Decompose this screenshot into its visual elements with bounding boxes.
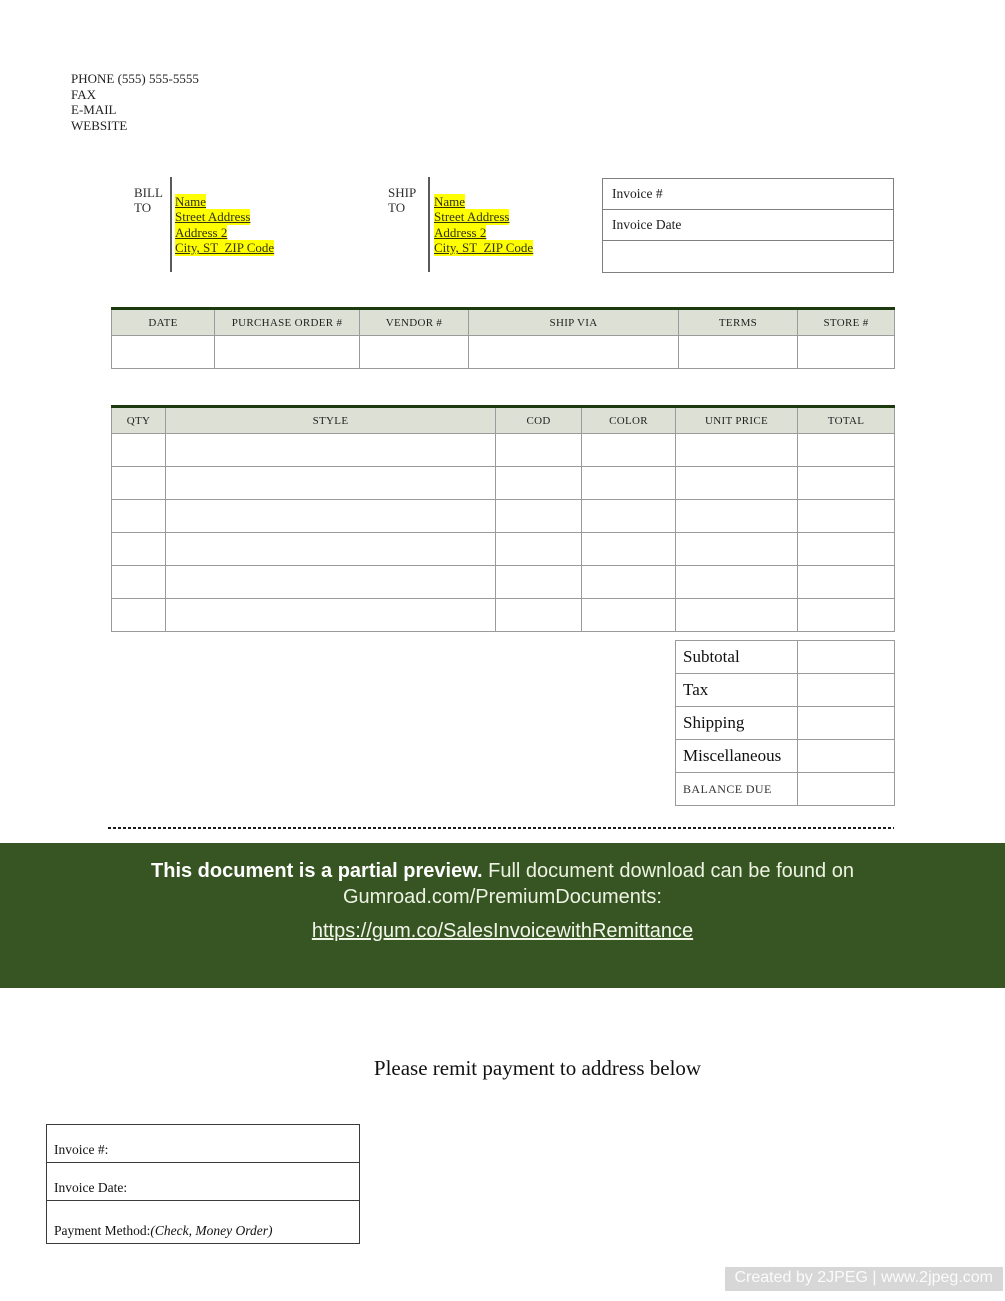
order-cell-ship-via xyxy=(469,336,679,369)
col-header-total: TOTAL xyxy=(798,407,895,434)
remit-invoice-date-row xyxy=(47,1163,359,1201)
subtotal-row xyxy=(676,641,895,674)
partial-preview-banner xyxy=(0,843,1005,988)
remit-payment-method-label: Payment Method: xyxy=(54,1223,151,1238)
website-line: WEBSITE xyxy=(71,117,128,133)
line-items-table xyxy=(111,405,895,632)
tax-label: Tax xyxy=(676,674,798,707)
remit-invoice-date-label: Invoice Date: xyxy=(54,1180,128,1195)
tax-row xyxy=(676,674,895,707)
tax-value xyxy=(798,674,895,707)
col-header-unit-price: UNIT PRICE xyxy=(676,407,798,434)
col-header-store: STORE # xyxy=(798,309,895,336)
banner-message xyxy=(78,858,928,910)
col-header-vendor: VENDOR # xyxy=(360,309,469,336)
subtotal-value xyxy=(798,641,895,674)
bill-to-name-placeholder: Name xyxy=(175,194,207,209)
phone-line: PHONE (555) 555-5555 xyxy=(71,71,199,86)
order-info-table xyxy=(111,307,895,369)
order-cell-date xyxy=(112,336,215,369)
ship-to-fields xyxy=(434,194,533,256)
line-item-row xyxy=(112,467,895,500)
totals-summary-table xyxy=(675,640,895,806)
shipping-row xyxy=(676,707,895,740)
order-info-header-row xyxy=(112,309,895,336)
remit-payment-method-row xyxy=(47,1201,359,1243)
balance-due-value xyxy=(798,773,895,806)
bill-to-label: BILL TO xyxy=(134,185,163,215)
col-header-purchase-order: PURCHASE ORDER # xyxy=(215,309,360,336)
order-cell-purchase-order xyxy=(215,336,360,369)
ship-to-name-placeholder: Name xyxy=(434,194,466,209)
order-cell-terms xyxy=(679,336,798,369)
gumroad-download-link[interactable]: https://gum.co/SalesInvoicewithRemittance xyxy=(311,920,694,942)
bill-to-divider-rule xyxy=(170,177,172,272)
dashed-tear-line xyxy=(108,827,894,829)
bill-to-street-placeholder: Street Address xyxy=(175,209,251,225)
balance-due-row xyxy=(676,773,895,806)
ship-to-divider-rule xyxy=(428,177,430,272)
line-item-row xyxy=(112,500,895,533)
shipping-label: Shipping xyxy=(676,707,798,740)
invoice-number-row: Invoice # xyxy=(603,179,893,210)
line-items-header-row xyxy=(112,407,895,434)
line-item-row xyxy=(112,434,895,467)
invoice-meta-box xyxy=(602,178,894,273)
line-item-row xyxy=(112,533,895,566)
remit-payment-method-note: (Check, Money Order) xyxy=(150,1223,273,1238)
remittance-box xyxy=(46,1124,360,1244)
col-header-terms: TERMS xyxy=(679,309,798,336)
line-item-row xyxy=(112,599,895,632)
order-cell-store xyxy=(798,336,895,369)
ship-to-city-placeholder: City, ST ZIP Code xyxy=(434,240,534,256)
bill-to-city-placeholder: City, ST ZIP Code xyxy=(175,240,275,256)
col-header-ship-via: SHIP VIA xyxy=(469,309,679,336)
ship-to-street-placeholder: Street Address xyxy=(434,209,510,225)
remit-payment-heading: Please remit payment to address below xyxy=(373,1056,702,1080)
col-header-cod: COD xyxy=(496,407,582,434)
remit-invoice-number-row xyxy=(47,1125,359,1163)
bill-to-fields xyxy=(175,194,274,256)
banner-rest-text: Full document download can be found on Gumroad.com/PremiumDocuments: xyxy=(343,860,854,908)
email-line: E-MAIL xyxy=(71,102,117,117)
col-header-date: DATE xyxy=(112,309,215,336)
company-contact-block xyxy=(71,71,199,133)
remit-invoice-number-label: Invoice #: xyxy=(54,1142,109,1157)
order-info-empty-row xyxy=(112,336,895,369)
ship-to-label: SHIP TO xyxy=(388,185,417,215)
creator-watermark: Created by 2JPEG | www.2jpeg.com xyxy=(725,1267,1004,1291)
banner-bold-text: This document is a partial preview. xyxy=(151,860,483,882)
col-header-color: COLOR xyxy=(582,407,676,434)
miscellaneous-value xyxy=(798,740,895,773)
line-item-row xyxy=(112,566,895,599)
miscellaneous-label: Miscellaneous xyxy=(676,740,798,773)
subtotal-label: Subtotal xyxy=(676,641,798,674)
invoice-meta-empty-row xyxy=(603,241,893,272)
miscellaneous-row xyxy=(676,740,895,773)
balance-due-label: BALANCE DUE xyxy=(676,773,798,806)
fax-line: FAX xyxy=(71,86,97,102)
order-cell-vendor xyxy=(360,336,469,369)
invoice-date-row: Invoice Date xyxy=(603,210,893,241)
col-header-style: STYLE xyxy=(166,407,496,434)
ship-to-address2-placeholder: Address 2 xyxy=(434,224,487,240)
shipping-value xyxy=(798,707,895,740)
bill-to-address2-placeholder: Address 2 xyxy=(175,224,228,240)
col-header-qty: QTY xyxy=(112,407,166,434)
